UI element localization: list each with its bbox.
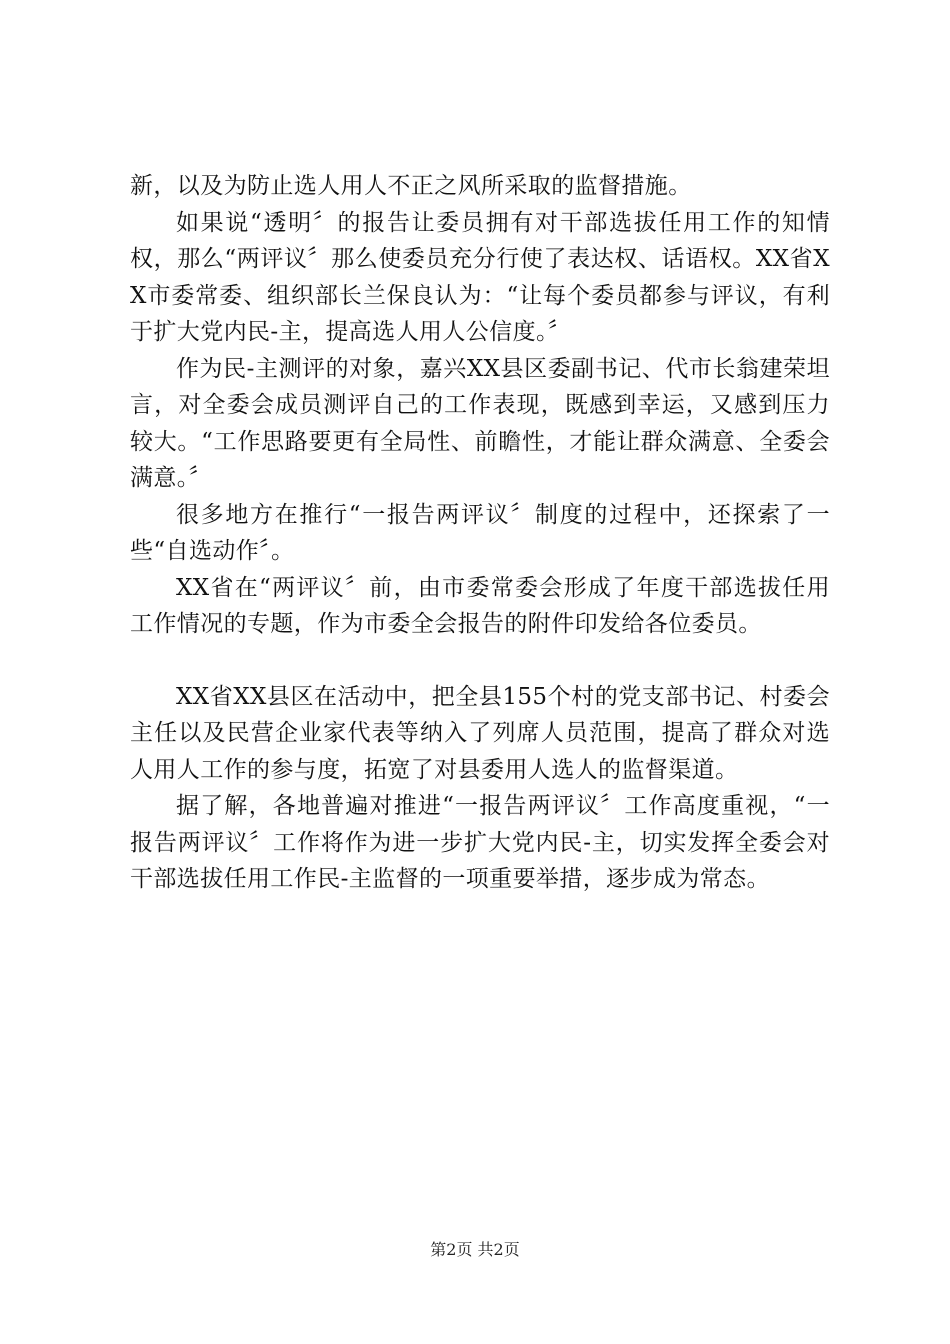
paragraph-province-special-report: XX省在“两评议〞前，由市委常委会形成了年度干部选拔任用工作情况的专题，作为市委全会报告的附件印发给各位委员。 bbox=[130, 574, 830, 637]
page-number-footer: 第2页 共2页 bbox=[430, 1240, 520, 1259]
paragraph-continuation: 新，以及为防止选人用人不正之风所采取的监督措施。 bbox=[130, 173, 692, 199]
paragraph-county-observers: XX省XX县区在活动中，把全县155个村的党支部书记、村委会主任以及民营企业家代表等纳入了列席人员范围，提高了群众对选人用人工作的参与度，拓宽了对县委用人选人的监督渠道。 bbox=[130, 683, 830, 783]
paragraph-summary: 据了解，各地普遍对推进“一报告两评议〞工作高度重视，“一报告两评议〞工作将作为进一步扩大党内民-主，切实发挥全委会对干部选拔任用工作民-主监督的一项重要举措，逐步成为常态。 bbox=[130, 793, 830, 892]
paragraph-optional-actions: 很多地方在推行“一报告两评议〞制度的过程中，还探索了一些“自选动作〞。 bbox=[130, 501, 830, 564]
document-body bbox=[130, 168, 830, 898]
paragraph-transparency-report: 如果说“透明〞的报告让委员拥有对干部选拔任用工作的知情权，那么“两评议〞那么使委员充分行使了表达权、话语权。XX省XX市委常委、组织部长兰保良认为：“让每个委员都参与评议，有利于扩大党内民-主，提高选人用人公信度。〞 bbox=[130, 209, 830, 345]
paragraph-evaluation-target: 作为民-主测评的对象，嘉兴XX县区委副书记、代市长翁建荣坦言，对全委会成员测评自己的工作表现，既感到幸运，又感到压力较大。“工作思路要更有全局性、前瞻性，才能让群众满意、全委会满意。〞 bbox=[130, 355, 830, 491]
